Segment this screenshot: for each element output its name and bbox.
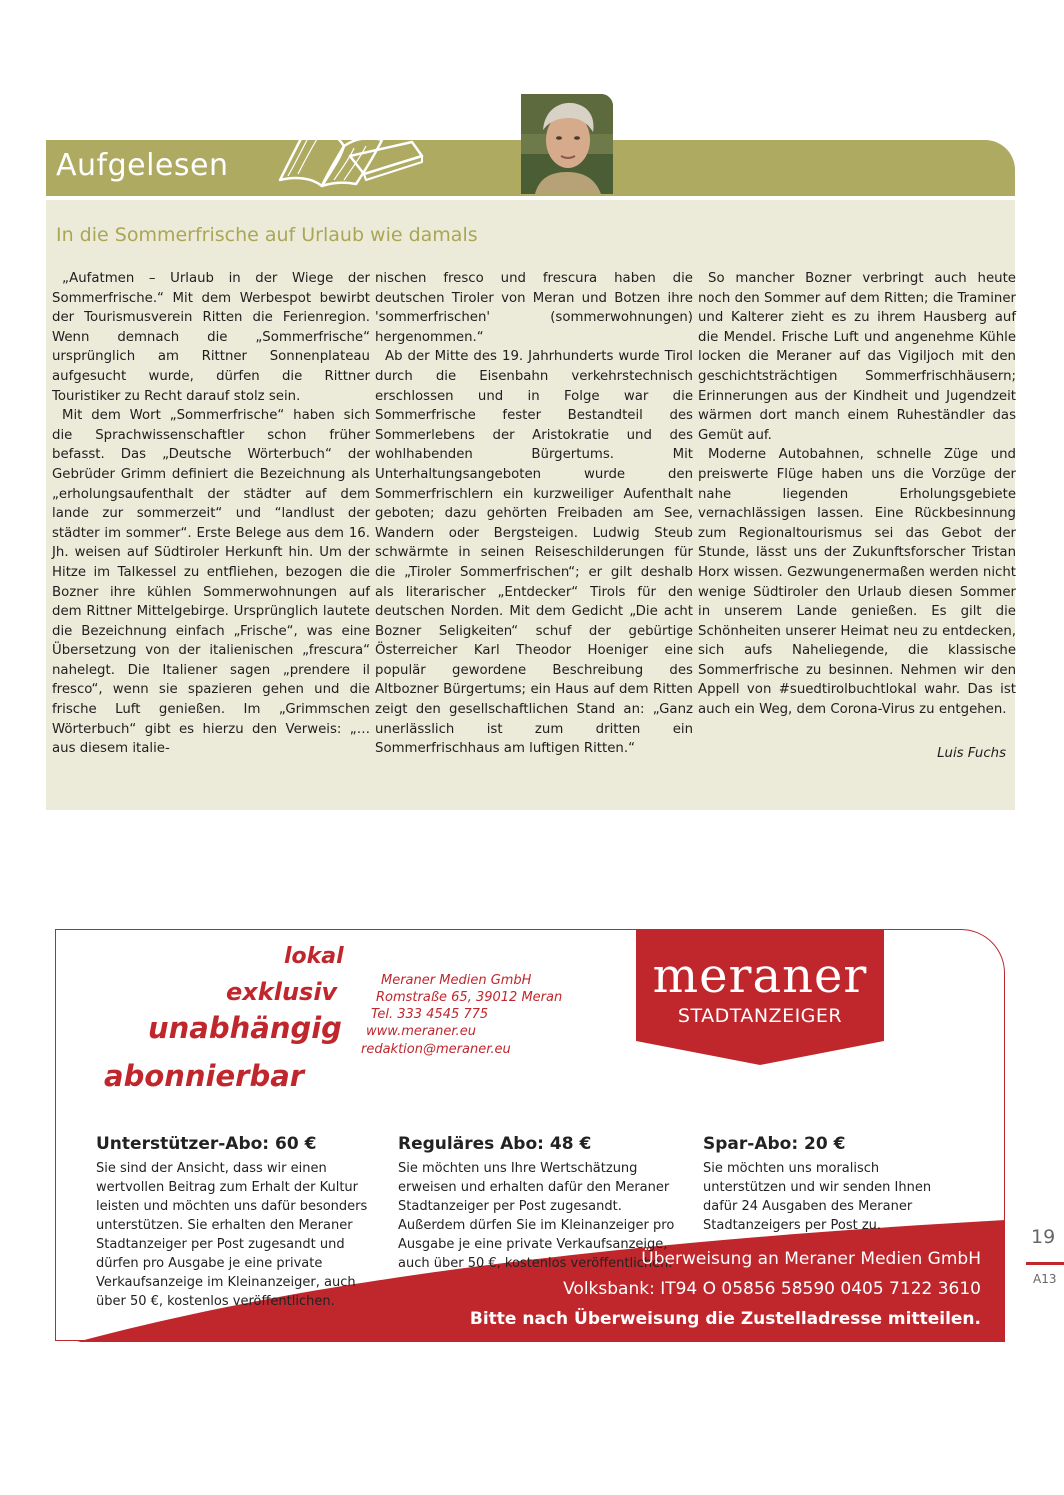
article-paragraph: Moderne Autobahnen, schnelle Züge und preiswerte Flüge haben uns die Vorzüge der nahe liegenden Erholungsgebiete vernachlässigen lassen. Eine Rückbesinnung zum Regionaltourismus sei das Gebot der Stunde, lässt uns der Zukunftsforscher Tristan Horx wissen. Gezwungenermaßen werden nicht wenige Südtiroler den Urlaub diesen Sommer in unserem Lande genießen. Es gilt die Schönheiten unserer Heimat neu zu entdecken, sich aufs Naheliegende, die klassische Sommerfrische zu besinnen. Nehmen wir den Appell von #suedtirolbuchtlokal wahr. Das ist auch ein Weg, dem Corona-Virus zu entgehen. [698,447,1016,718]
logo-subtitle: STADTANZEIGER [677,1005,843,1027]
slogan-unabhaengig: unabhängig [148,1011,342,1045]
slogan-exklusiv: exklusiv [226,978,338,1006]
payment-note: Bitte nach Überweisung die Zustelladresse mitteilen. [469,1309,981,1329]
contact-address: Romstraße 65, 39012 Meran [376,990,563,1005]
article-paragraph: So mancher Bozner verbringt auch heute noch den Sommer auf dem Ritten; die Traminer und Kalterer zieht es zu ihrem Hausberg auf die Mendel. Frische Luft und angenehme Kühle locken die Meraner auf das Vigiljoch mit den geschichtsträchtigen Sommerfrischhäusern; Erinnerungen aus der Kindheit und Jugendzeit wärmen dort manch einem Ruheständler das Gemüt auf. [698,271,1016,443]
contact-website-link[interactable]: www.meraner.eu [366,1024,476,1039]
page-number: 19 [1031,1226,1056,1248]
slogan-abonnierbar: abonnierbar [104,1059,305,1093]
abo-title-regular: Reguläres Abo: 48 € [398,1134,592,1154]
abo-title-saver: Spar-Abo: 20 € [703,1134,846,1154]
contact-phone: Tel. 333 4545 775 [371,1007,489,1022]
page-code: A13 [1033,1272,1057,1286]
contact-email-link[interactable]: redaktion@meraner.eu [361,1042,511,1057]
logo-wordmark: meraner [652,948,868,1004]
article-column-2 [375,269,693,759]
section-title: Aufgelesen [56,148,229,183]
abo-text-supporter: Sie sind der Ansicht, dass wir einen wertvollen Beitrag zum Erhalt der Kultur leisten und möchten uns dafür besonders unterstützen. Sie erhalten den Meraner Stadtanzeiger per Post zugesandt und dürfen pro Ausgabe je eine private Verkaufsanzeige im Kleinanzeiger, auch über 50 €, kostenlos veröffentlichen. [96,1161,368,1309]
article-headline: In die Sommerfrische auf Urlaub wie damals [56,224,478,246]
abo-text-regular: Sie möchten uns Ihre Wertschätzung erweisen und erhalten dafür den Meraner Stadtanzeiger per Post zugesandt. Außerdem dürfen Sie im Kleinanzeiger pro Ausgabe je eine private Verkaufsanzeige, auch über 50 €, kostenlos veröffentlichen. [398,1161,675,1271]
author-signature: Luis Fuchs [937,746,1006,761]
article-paragraph: „Aufatmen – Urlaub in der Wiege der Sommerfrische.“ Mit dem Werbespot bewirbt der Tourismusverein Ritten die Ferienregion. Wenn demnach die „Sommerfrische“ ursprünglich am Rittner Sonnenplateau aufgesucht wurde, dürfen die Rittner Touristiker zu Recht darauf stolz sein. [52,271,370,404]
payment-recipient: Überweisung an Meraner Medien GmbH [641,1249,981,1269]
abo-title-supporter: Unterstützer-Abo: 60 € [96,1134,317,1154]
article-paragraph: Ab der Mitte des 19. Jahrhunderts wurde Tirol durch die Eisenbahn verkehrstechnisch erschlossen und in Folge war die Sommerfrische fester Bestandteil des Sommerlebens der Aristokratie und des wohlhabenden Bürgertums. Mit Unterhaltungsangeboten wurde den Sommerfrischlern ein kurzweiliger Aufenthalt geboten; dazu gehörten Freibaden am See, Wandern oder Bergsteigen. Ludwig Steub schwärmte in seinen Reiseschilderungen für die „Tiroler Sommerfrischen“; er gilt deshalb als literarischer „Entdecker“ Tirols für den deutschen Norden. Mit dem Gedicht „Die acht Bozner Seligkeiten“ schuf der gebürtige Österreicher Karl Theodor Hoeniger eine populär gewordene Beschreibung des Altbozner Bürgertums; ein Haus auf dem Ritten zeigt den gesellschaftlichen Stand an: „Ganz unerlässlich ist zum dritten ein Sommerfrischhaus am luftigen Ritten.“ [375,349,693,757]
page-number-rule [1026,1262,1064,1265]
article-paragraph: Mit dem Wort „Sommerfrische“ haben sich die Sprachwissenschaftler schon früher befasst. Das „Deutsche Wörterbuch“ der Gebrüder Grimm definiert die Bezeichnung als „erholungsaufenthalt der städter auf dem lande zur sommerzeit“ und “landlust der städter im sommer“. Erste Belege aus dem 16. Jh. weisen auf Südtiroler Herkunft hin. Um der Hitze im Talkessel zu entfliehen, bezogen die Bozner ihre kühlen Sommerwohnungen auf dem Rittner Mittelgebirge. Ursprünglich lautete die Bezeichnung einfach „Frische“, was eine Übersetzung von der italienischen „frescura“ nahelegt. Die Italiener sagen „prendere il fresco“, wenn sie spazieren gehen und die frische Luft genießen. Im „Grimmschen Wörterbuch“ gibt es hierzu den Verweis: „… aus diesem italie- [52,408,370,757]
open-book-icon [272,116,424,190]
author-photo [521,94,613,194]
abo-text-saver: Sie möchten uns moralisch unterstützen und wir senden Ihnen dafür 24 Ausgaben des Meraner Stadtanzeigers per Post zu. [703,1161,932,1233]
slogan-lokal: lokal [284,944,344,969]
article-column-1 [52,269,370,759]
contact-company: Meraner Medien GmbH [381,973,532,988]
article-paragraph: nischen fresco und frescura haben die deutschen Tiroler von Meran und Botzen ihre 'sommerfrischen' (sommerwohnungen) hergenommen.“ [375,271,693,345]
payment-iban: Volksbank: IT94 O 05856 58590 0405 7122 3610 [563,1279,981,1299]
article-column-3 [698,269,1016,720]
